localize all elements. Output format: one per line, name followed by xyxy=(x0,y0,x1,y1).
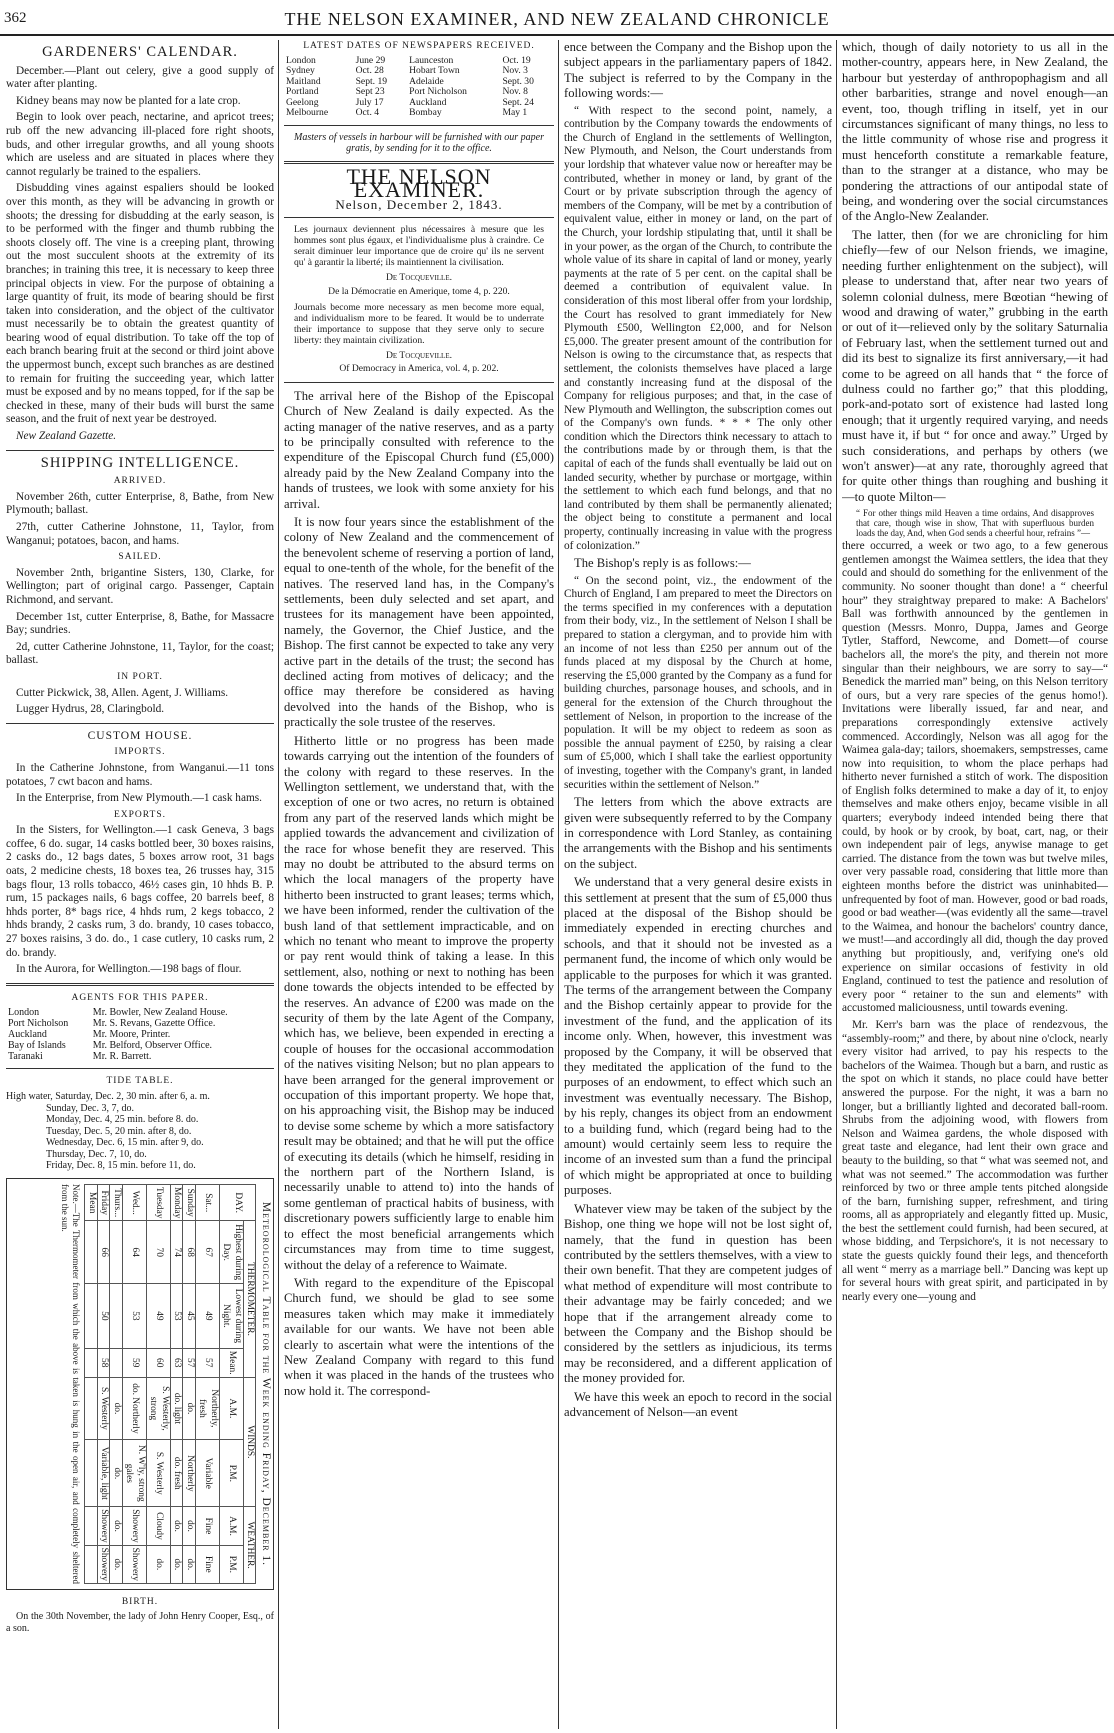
custom-entry: In the Enterprise, from New Plymouth.—1 cask hams. xyxy=(16,792,262,805)
paragraph: Whatever view may be taken of the subject by the Bishop, one thing we hope will not be lost sight of, namely, that the fund in question has been contributed by the settlers themselves, with a view to their own benefit. That they are competent judges of what method of expenditure will most contribute to their advantage may be fairly conceded; and we hope that if the arrangement already come to between the Company and the Bishop should be considered by the settlers as injudicious, its terms may be reconsidered, and a different application of the money provided for. xyxy=(564,1201,832,1386)
cell xyxy=(110,1283,123,1348)
epigraph-french: Les journaux deviennent plus nécessaires à mesure que les hommes sont plus égaux, et l'individualisme plus à craindre. Ce serait diminuer leur importance que de croire qu' ils ne servent qu' à garantir la liberté; ils maintiennent la civilisation. xyxy=(294,224,544,269)
table-row xyxy=(6,1029,274,1040)
tide-line: Tuesday, Dec. 5, 20 min. after 8, do. xyxy=(46,1125,192,1137)
meteorological-table xyxy=(85,1184,257,1584)
cell: Thurs... xyxy=(110,1184,123,1220)
cell xyxy=(85,1220,98,1283)
cell: Oct. 19 xyxy=(502,54,531,66)
cell: Monday xyxy=(171,1184,184,1220)
quoted-paragraph: “ On the second point, viz., the endowment of the Church of England, I am prepared to meet the Directors on the terms specified in my conferences with a deputation from their body, viz., In the settlement of Nelson I shall be prepared to station a clergyman, and to provide him with an income of not less than £250 per annum out of the funds placed at my disposal by the Church at home, reserving the £5,000 granted by the Company as a fund for building churches, parsonage houses, and schools, and in general for the extension of the Church throughout the settlement of Nelson, in proportion to the increase of the population. It will be my object to redeem as soon as possible the annual payment of £250, by raising a clear sum of £5,000, which I shall take the earliest opportunity of investing, together with the Company's grant, in landed securities within the settlement of Nelson.” xyxy=(564,574,832,791)
arrived-heading: ARRIVED. xyxy=(113,476,167,487)
cell: Cloudy xyxy=(147,1506,171,1544)
cell: do. xyxy=(171,1545,184,1583)
cell xyxy=(85,1283,98,1348)
shipping-entry: December 1st, cutter Enterprise, 8, Bathe, for Massacre Bay; sundries. xyxy=(6,610,274,637)
cell: Sept. 19 xyxy=(355,75,388,87)
agent-place: London xyxy=(8,1007,40,1019)
col-header: THERMOMETER. xyxy=(244,1220,257,1376)
cell xyxy=(110,1220,123,1283)
col-header: WINDS. xyxy=(244,1377,257,1507)
cell: Showery xyxy=(98,1506,111,1544)
quoted-paragraph: “ With respect to the second point, namely, a contribution by the Company towards the endowments of the Church of England in the settlements of Wellington, New Plymouth, and Nelson, the Court understands from your lordship that whatever value now or hereafter may be contributed, whether in money or land, by grant of the Court or by private subscription through the agency of members of the Company, will be met by a contribution of equivalent value, either in money or land, on the part of the Church, your lordship stipulating that, until it shall be in your power, as the organ of the Church, to contribute the whole value of its share in capital of land or money, yearly payments at the rate of 5 per cent. on the capital shall be deemed a contribution of equivalent value. In consideration of this most liberal offer from your lordship, the Court has resolved to grant immediately for New Plymouth £500, Wellington £2,000, and for Nelson £5,000. The greater present amount of the contribution for Nelson is owing to the circumstance that, as respects that settlement, the colonists themselves have placed a large and constantly increasing fund at the disposal of the Company for religious purposes; and that, in the case of New Plymouth and Wellington, the subscription comes out of the Company's own funds. * * * The only other condition which the Directors think necessary to attach to the contributions made by or through them, is that the capital of each of the funds shall eventually be laid out on landed security, whether by purchase or mortgage, within the settlement to which each fund belongs, and that no land contributed by them shall be permanently alienated; the object being to constitute a permanent and local property, continually increasing in value with the progress of colonization.” xyxy=(564,104,832,552)
agent-place: Auckland xyxy=(8,1029,47,1041)
cell: 58 xyxy=(98,1348,111,1377)
column-4 xyxy=(842,40,1108,1729)
imports-heading: IMPORTS. xyxy=(114,747,166,758)
cell: June 29 xyxy=(355,54,386,66)
exports-heading: EXPORTS. xyxy=(113,809,167,820)
epigraph-source: Of Democracy in America, vol. 4, p. 202. xyxy=(339,363,499,375)
cell: Northerly xyxy=(183,1439,196,1506)
epigraph-author: De Tocqueville. xyxy=(385,349,452,361)
agent-name: Mr. S. Revans, Gazette Office. xyxy=(92,1018,216,1030)
cell: S. Westerly, strong xyxy=(147,1377,171,1440)
custom-entry: In the Sisters, for Wellington.—1 cask Geneva, 3 bags coffee, 6 do. sugar, 14 casks bottled beer, 30 boxes raisins, 2 casks do., 12 bags dates, 5 boxes arrow root, 31 bags oats, 2 medicine chests, 18 boxes tea, 26 trusses hay, 315 bags flour, 13 rolls tobacco, 46½ cases gin, 10 hhds B. P. rum, 15 packages nails, 6 bags coffee, 20 barrels beef, 8 hhds porter, 8* bags rice, 4 hhds rum, 2 kegs tobacco, 2 hhds brandy, 2 casks rum, 3 do. brandy, 10 cases tobacco, 27 boxes raisins, 3 do. do., 1 case cutlery, 10 casks rum, 2 do. brandy. xyxy=(6,824,274,959)
paragraph: ence between the Company and the Bishop upon the subject appears in the parliamentary papers of 1842. The subject is referred to by the Company in the following words:— xyxy=(564,40,832,101)
birth-title: BIRTH. xyxy=(121,1596,159,1607)
meteorological-table-box xyxy=(6,1178,274,1590)
tide-line: Thursday, Dec. 7, 10, do. xyxy=(46,1148,147,1160)
table-row xyxy=(171,1184,184,1583)
paragraph: The letters from which the above extracts are given were subsequently referred to by the Company in correspondence with Lord Stanley, as containing the arrangements with the Bishop and his sentiments on the subject. xyxy=(564,795,832,871)
cell: Adelaide xyxy=(409,75,444,87)
col-header: P.M. xyxy=(220,1439,244,1506)
divider xyxy=(284,382,554,383)
page-number: 362 xyxy=(4,10,27,26)
paragraph: The Bishop's reply is as follows:— xyxy=(574,556,751,571)
col-header: A.M. xyxy=(220,1506,244,1544)
table-row xyxy=(147,1184,171,1583)
epigraph-author: De Tocqueville. xyxy=(385,272,452,284)
table-header-row xyxy=(220,1184,244,1583)
cell: Variable, light xyxy=(98,1439,111,1506)
editorial-paragraph: It is now four years since the establishment of the colony of New Zealand and the commencement of the benevolent scheme of reserving a portion of land, equal to one-tenth of the whole, for the benefit of the natives. The reserved land has, in the Company's settlements, been duly selected and set apart, and trustees for its management have been appointed, namely, the Governor, the Chief Justice, and the Bishop. The first cannot be expected to take any very active part in the details of the trust; the second has declined acting from motives of delicacy; and the office may therefore be considered as having devolved into the hands of the Bishop, who is practically the sole trustee of the reserves. xyxy=(284,515,554,730)
latest-dates-table xyxy=(284,56,554,119)
cell: Tuesday xyxy=(147,1184,171,1220)
cell: 66 xyxy=(98,1220,111,1283)
cell: Maitland xyxy=(286,75,321,87)
column-3 xyxy=(564,40,832,1729)
column-rule xyxy=(836,40,837,1729)
table-row xyxy=(6,1007,274,1018)
cell: Northerly, fresh xyxy=(196,1377,220,1440)
table-row xyxy=(6,1018,274,1029)
cell xyxy=(85,1506,98,1544)
shipping-title: SHIPPING INTELLIGENCE. xyxy=(40,454,240,471)
tide-line: High water, Saturday, Dec. 2, 30 min. after 6, a. m. xyxy=(6,1091,210,1102)
table-row xyxy=(123,1184,147,1583)
cell: 60 xyxy=(147,1348,171,1377)
divider xyxy=(284,217,554,218)
shipping-entry: Lugger Hydrus, 28, Claringbold. xyxy=(16,703,165,716)
cell: Sat... xyxy=(196,1184,220,1220)
paragraph: We understand that a very general desire exists in this settlement at present that the sum of £5,000 thus placed at the disposal of the Bishop should be immediately expended in erecting churches and schools, and that it should not be invested as a permanent fund, the income of which only would be applicable to the purposes for which it was granted. The terms of the arrangement between the Company and the Bishop certainly appear to provide for the investment of the fund, and the application of its income only. When, however, this investment was proposed by the Company, it will be observed that they meditated the application of the fund to the purposes of an endowment, to effect which such an investment was eventually necessary. The Bishop, by his reply, changes its object from an endowment to a building fund, which (regard being had to the amount) would certainly seem less to require the income of an invested sum than a fund the principal of which might be appropriated at once to building purposes. xyxy=(564,875,832,1198)
paragraph: We have this week an epoch to record in the social advancement of Nelson—an event xyxy=(564,1389,832,1419)
col-header: P.M. xyxy=(220,1545,244,1583)
cell xyxy=(85,1377,98,1440)
shipping-entry: Cutter Pickwick, 38, Allen. Agent, J. Williams. xyxy=(16,686,229,699)
cell xyxy=(85,1348,98,1377)
cell xyxy=(85,1439,98,1506)
epigraph-source: De la Démocratie en Amerique, tome 4, p. 220. xyxy=(328,285,510,297)
cell: Auckland xyxy=(409,96,447,108)
tide-line: Sunday, Dec. 3, 7, do. xyxy=(46,1102,134,1114)
cell: Geelong xyxy=(286,96,319,108)
cell: Sept. 24 xyxy=(502,96,534,108)
cell: 70 xyxy=(147,1220,171,1283)
cell: Fine xyxy=(196,1545,220,1583)
editorial-paragraph: The arrival here of the Bishop of the Episcopal Church of New Zealand is daily expected. As the acting manager of the native reserves, and as a party to be principally consulted with reference to the expenditure of the Episcopal Church fund (£5,000) already paid by the New Zealand Company into the hands of trustees, we look with some anxiety for his arrival. xyxy=(284,388,554,511)
cell: 57 xyxy=(183,1348,196,1377)
cell: Fine xyxy=(196,1506,220,1544)
col-header: Highest during Day. xyxy=(220,1220,244,1283)
cell: do. xyxy=(171,1506,184,1544)
cell: Friday xyxy=(98,1184,111,1220)
cell: Mean xyxy=(85,1184,98,1220)
cell: Sept. 30 xyxy=(502,75,534,87)
divider xyxy=(6,450,274,451)
col-header: WEATHER. xyxy=(244,1506,257,1583)
cell: Sunday xyxy=(183,1184,196,1220)
cell: do. Northerly xyxy=(123,1377,147,1440)
cell: Nov. 3 xyxy=(502,65,528,77)
cell: Oct. 28 xyxy=(355,65,384,77)
agent-place: Bay of Islands xyxy=(8,1040,66,1052)
cell: Port Nicholson xyxy=(409,86,467,98)
source-credit: New Zealand Gazette. xyxy=(16,430,117,443)
cell: Hobart Town xyxy=(409,65,460,77)
cell: July 17 xyxy=(355,96,384,108)
cell: 59 xyxy=(123,1348,147,1377)
cell: Oct. 4 xyxy=(355,107,380,119)
table-row xyxy=(284,108,554,119)
agent-name: Mr. Belford, Observer Office. xyxy=(92,1040,213,1052)
cell xyxy=(110,1348,123,1377)
column-2 xyxy=(284,40,554,1729)
paragraph: Disbudding vines against espaliers should be looked over this month, as they will be advancing in growth or shoots; the dressing for disbudding at the early season, is to be performed with the finger and thumb rubbing the shoots closely off. The vine is a creeping plant, throwing out the most succulent shoots at the extremity of its branches; in training this tree, it is necessary to keep three principal objects in view. For the purpose of obtaining a large quantity of fruit, its mode of bearing should be first taken into consideration, and the object of the cultivator must necessarily be to obtain the greatest quantity of bearing wood of equal distribution. To take off the top of each branch bearing fruit at the second or third joint above the uppermost bunch, except such branches as are destined to remain for fruiting the succeeding year, which latter must be exposed and by no means topped, for if the sap be checked in these, many of their buds will burst the same season, and the fruit of next year be destroyed. xyxy=(6,182,274,426)
column-rule xyxy=(558,40,559,1729)
cell: Showery xyxy=(123,1506,147,1544)
gardeners-title: GARDENERS' CALENDAR. xyxy=(42,44,238,60)
paragraph: Begin to look over peach, nectarine, and apricot trees; rub off the new advancing ill-placed fore right shoots, buds, and other irregular growths, and all young shoots which are useless and are situated in places where they cannot regularly be trained to the espaliers. xyxy=(6,111,274,178)
table-row xyxy=(196,1184,220,1583)
agent-name: Mr. R. Barrett. xyxy=(92,1051,152,1063)
table-header-row xyxy=(244,1184,257,1583)
cell: S. Westerly xyxy=(147,1439,171,1506)
masthead-title: THE NELSON EXAMINER. xyxy=(346,163,492,203)
tide-line: Friday, Dec. 8, 15 min. before 11, do. xyxy=(46,1160,196,1171)
table-row xyxy=(183,1184,196,1583)
agent-place: Port Nicholson xyxy=(8,1018,69,1030)
shipping-entry: 2d, cutter Catherine Johnstone, 11, Taylor, for the coast; ballast. xyxy=(6,640,274,667)
paragraph: December.—Plant out celery, give a good supply of water after planting. xyxy=(6,64,274,91)
cell: 50 xyxy=(98,1283,111,1348)
custom-house-title: CUSTOM HOUSE. xyxy=(87,729,193,742)
cell: London xyxy=(286,54,316,66)
cell: do. xyxy=(183,1506,196,1544)
agent-name: Mr. Bowler, New Zealand House. xyxy=(92,1007,228,1019)
paragraph: Mr. Kerr's barn was the place of rendezvous, the “assembly-room;” and there, by about nine o'clock, nearly every visitor had arrived, to pay his respects to the bachelors of the Waimea. Though but a barn, and rustic as the spot on which it stands, no place could have better answered the purpose. For the night, it was a barn no longer, but a brilliantly lighted and decorated ball-room. Shrubs from the adjoining wood, with flowers from Nelson and Waimea gardens, the whole disposed with great taste and elegance, had lent their own grace and beauty to the building, so that “ what was seemed not, and what was not seemed.” The accommodation was further reinforced by two or three ample tents pitched alongside of the barn, furnishing supper, refreshment, and tiring rooms, all as appropriately and elegantly fitted up. Music, the best the settlement could furnish, had been secured, at whose bidding, and Terpsichore's, it is not necessary to state the guests quickly found their legs, and thenceforth all went “ merry as a marriage bell.” Dancing was kept up for several hours with great spirit, and participated in by nearly every one—young and xyxy=(842,1018,1108,1303)
divider xyxy=(6,1068,274,1069)
table-row xyxy=(85,1184,98,1583)
column-1 xyxy=(6,40,274,1729)
paragraph: The latter, then (for we are chronicling for him chiefly—few of our Nelson friends, we imagine, needing further enlightenment on the subject), will please to understand that, after near two years of solemn colonial dulness, mere Bœotian “hewing of wood and drawing of water,” grubbing in the earth or out of it—relieved only by the solitary Saturnalia of February last, when the settlement turned out and did its best to signalize its first anniversary,—it had come to be agreed on all hands that “ the force of dulness could no farther go;” that this plodding, pork-and-potato sort of existence had lasted long enough; that it urgently required varying, and needs must have it, if but “ for once and away.” Urged by such considerations, and perhaps by others (we won't answer)—at any rate, thoroughly agreed that for quite other things than roughing and bushing it—to quote Milton— xyxy=(842,227,1108,504)
cell: do. xyxy=(147,1545,171,1583)
cell: Showery xyxy=(98,1545,111,1583)
cell: Wed... xyxy=(123,1184,147,1220)
cell: Sydney xyxy=(286,65,315,77)
col-header: DAY. xyxy=(220,1184,257,1220)
divider xyxy=(6,983,274,986)
table-row xyxy=(6,1040,274,1051)
cell: Portland xyxy=(286,86,319,98)
epigraph-english: Journals become more necessary as men become more equal, and individualism more to be feared. It would be to underrate their importance to suppose that they serve only to secure liberty: they maintain civilization. xyxy=(294,301,544,346)
col-header: Mean. xyxy=(220,1348,244,1377)
cell: 68 xyxy=(183,1220,196,1283)
column-rule xyxy=(278,40,279,1729)
agents-title: AGENTS FOR THIS PAPER. xyxy=(71,992,209,1003)
cell: Variable xyxy=(196,1439,220,1506)
cell: Launceston xyxy=(409,54,454,66)
sailed-heading: SAILED. xyxy=(118,552,162,563)
meteorological-table-rotated xyxy=(9,1184,271,1584)
agent-name: Mr. Moore, Printer. xyxy=(92,1029,171,1041)
cell: Sept 23 xyxy=(355,86,385,98)
latest-dates-title: LATEST DATES OF NEWSPAPERS RECEIVED. xyxy=(303,41,535,51)
paragraph: there occurred, a week or two ago, to a few generous gentlemen amongst the Waimea settlers, the idea that they could and should do something for the enlivenment of the community. No sooner thought than done! a “ cheerful hour” they straightway prepared to make: A Bachelors' Ball was forthwith announced by the gentlemen in question (Messrs. Monro, Duppa, James and George Tytler, Stafford, Newcome, and Domett—of course bachelors all, the more's the pity, and therein not more singular than their neighbours, we are sorry to say—“ Benedick the married man” being, on this Nelson territory of ours, but a very rare species of the genus homo!). Invitations were liberally issued, far and near, and preparations correspondingly extensive actively commenced. Accordingly, Nelson was all agog for the Waimea gala-day; tailors, shoemakers, sempstresses, came now into requisition, to whom the place perhaps had hitherto never furnished a stitch of work. The disposition of English folks determined to make a day of it, to enjoy themselves and make others enjoy, became visible in all quarters; everybody indeed intended being there that could, by hook or by crook, by boat, cart, nag, or their own independent pair of legs, anywise manage to get carried. The distance from the town was but twelve miles, over very passable road, considering that little more than eighteen months before the district was uninhabited—unfrequented by foot of man. However, good or bad roads, good or bad weather—(was evidently all the same—travel to the Waimea, and honour the bachelors' country dance, we must!—and accordingly all did, though the day proved anything but propitiously, and, verifying one's old experience on similar occasions of festivity in old England, continued to test the patience and resolution of every poor “ retainer to the sun and elements” with accustomed maliciousness, until towards evening. xyxy=(842,540,1108,1015)
cell: 53 xyxy=(123,1283,147,1348)
meteorological-note: Note.—The Thermometer from which the above is taken is hung in the open air, and completely sheltered from the sun. xyxy=(60,1183,82,1584)
cell xyxy=(85,1545,98,1583)
meteorological-title: Meteorological Table for the Week ending Friday, December 1. xyxy=(260,1201,272,1566)
custom-entry: In the Catherine Johnstone, from Wanganui.—11 tons potatoes, 7 cwt bacon and hams. xyxy=(6,761,274,788)
cell: do. xyxy=(110,1506,123,1544)
cell: 49 xyxy=(196,1283,220,1348)
page-header xyxy=(0,0,1114,36)
cell: do. xyxy=(183,1545,196,1583)
cell: 49 xyxy=(147,1283,171,1348)
cell: do. xyxy=(110,1439,123,1506)
running-title: THE NELSON EXAMINER, AND NEW ZEALAND CHRONICLE xyxy=(284,9,830,29)
tide-line: Wednesday, Dec. 6, 15 min. after 9, do. xyxy=(46,1137,204,1148)
shipping-entry: November 26th, cutter Enterprise, 8, Bathe, from New Plymouth; ballast. xyxy=(6,490,274,517)
tide-line: Monday, Dec. 4, 25 min. before 8. do. xyxy=(46,1114,199,1125)
cell: 64 xyxy=(123,1220,147,1283)
shipping-entry: November 2nth, brigantine Sisters, 130, Clarke, for Wellington; part of original cargo. Passenger, Captain Richmond, and servant. xyxy=(6,566,274,606)
cell: do. xyxy=(183,1377,196,1440)
cell: Melbourne xyxy=(286,107,329,119)
cell: Showery xyxy=(123,1545,147,1583)
paragraph: Kidney beans may now be planted for a late crop. xyxy=(16,94,241,107)
cell: N. W'ly, strong gales xyxy=(123,1439,147,1506)
in-port-heading: IN PORT. xyxy=(117,671,163,682)
paragraph: which, though of daily notoriety to us all in the mother-country, appears here, in New Zealand, the harbour but yesterday of anthropophagism and all other barbarities, strange and novel enough—an event, too, though trifling in itself, yet in our circumstances significant of many things, no less to the little community of whose rise and progress it must henceforth constitute a remarkable feature, than to the stranger at a distance, who may be pondering the attractions of our antipodal state of being, and wondering over the social circumstances of the Anglo-New Zealander. xyxy=(842,40,1108,224)
agents-table xyxy=(6,1007,274,1062)
cell: 67 xyxy=(196,1220,220,1283)
editorial-paragraph: Hitherto little or no progress has been made towards carrying out the intention of the founders of the colony with regard to these reserves. In the Wellington settlement, we understand that, with the exception of one or two acres, no return is obtained from any part of the reserved lands which might be applied towards the advancement and civilization of the race for whose benefit they are reserved. This may no doubt be attributed to the absurd terms on which the local managers of the property have hitherto been instructed to grant leases; terms which, we have been informed, render the cultivation of the bush land of that settlement impracticable, and on which no tenant who meant to improve the property or pay rent would think of taking a lease. In this settlement, also, nothing or next to nothing has been done towards the objects intended to be effected by the reserves. An advance of £200 was made on the security of them by the late Agent of the Company, which has, we believe, been expended in erecting a couple of houses for the occasional accommodation of the natives visiting Nelson; but no plan appears to have been arranged for the general improvement or occupation of this important property. We hope that, on his approaching visit, the Bishop may be induced to devise some scheme by which a more satisfactory result may be obtained; and that he will put the office of executing its details (which he himself, residing in the northern part of the Northern Island, is necessarily unable to attend to) into the hands of some gentleman of practical habits of business, with discretionary powers sufficiently large to enable him to effect the most beneficial arrangements which circumstances may from time to time suggest, without the delay of a reference to Waimate. xyxy=(284,733,554,1272)
divider xyxy=(6,723,274,724)
cell: do. fresh xyxy=(171,1439,184,1506)
cell: do. xyxy=(110,1545,123,1583)
custom-entry: In the Aurora, for Wellington.—198 bags of flour. xyxy=(16,963,242,976)
masters-notice: Masters of vessels in harbour will be furnished with our paper gratis, by sending for it to the office. xyxy=(294,131,544,155)
divider xyxy=(284,125,554,126)
table-row xyxy=(110,1184,123,1583)
col-header: Lowest during Night. xyxy=(220,1283,244,1348)
cell: May 1 xyxy=(502,107,528,119)
cell: 57 xyxy=(196,1348,220,1377)
shipping-entry: 27th, cutter Catherine Johnstone, 11, Taylor, from Wanganui; potatoes, bacon, and hams. xyxy=(6,521,274,547)
cell: Bombay xyxy=(409,107,442,119)
cell: 53 xyxy=(171,1283,184,1348)
milton-quote: “ For other things mild Heaven a time ordains, And disapproves that care, though wise in show, That with superfluous burden loads the day, And, when God sends a cheerful hour, refrains ”— xyxy=(856,508,1094,539)
cell: 45 xyxy=(183,1283,196,1348)
cell: Nov. 8 xyxy=(502,86,528,98)
cell: do. light xyxy=(171,1377,184,1440)
cell: 63 xyxy=(171,1348,184,1377)
birth-notice: On the 30th November, the lady of John Henry Cooper, Esq., of a son. xyxy=(6,1611,274,1634)
cell: do. xyxy=(110,1377,123,1440)
editorial-paragraph: With regard to the expenditure of the Episcopal Church fund, we should be glad to see some measures taken which may make it immediately available for our wants. We have not been able clearly to ascertain what were the intentions of the New Zealand Company with regard to this fund when it was placed in the hands of the trustees who now hold it. The correspond- xyxy=(284,1275,554,1398)
cell: S. Westerly xyxy=(98,1377,111,1440)
masthead-dateline: Nelson, December 2, 1843. xyxy=(335,196,503,212)
col-header: A.M. xyxy=(220,1377,244,1440)
cell: 74 xyxy=(171,1220,184,1283)
tide-title: TIDE TABLE. xyxy=(106,1076,174,1087)
table-row xyxy=(98,1184,111,1583)
table-row xyxy=(6,1051,274,1062)
agent-place: Taranaki xyxy=(8,1051,43,1063)
